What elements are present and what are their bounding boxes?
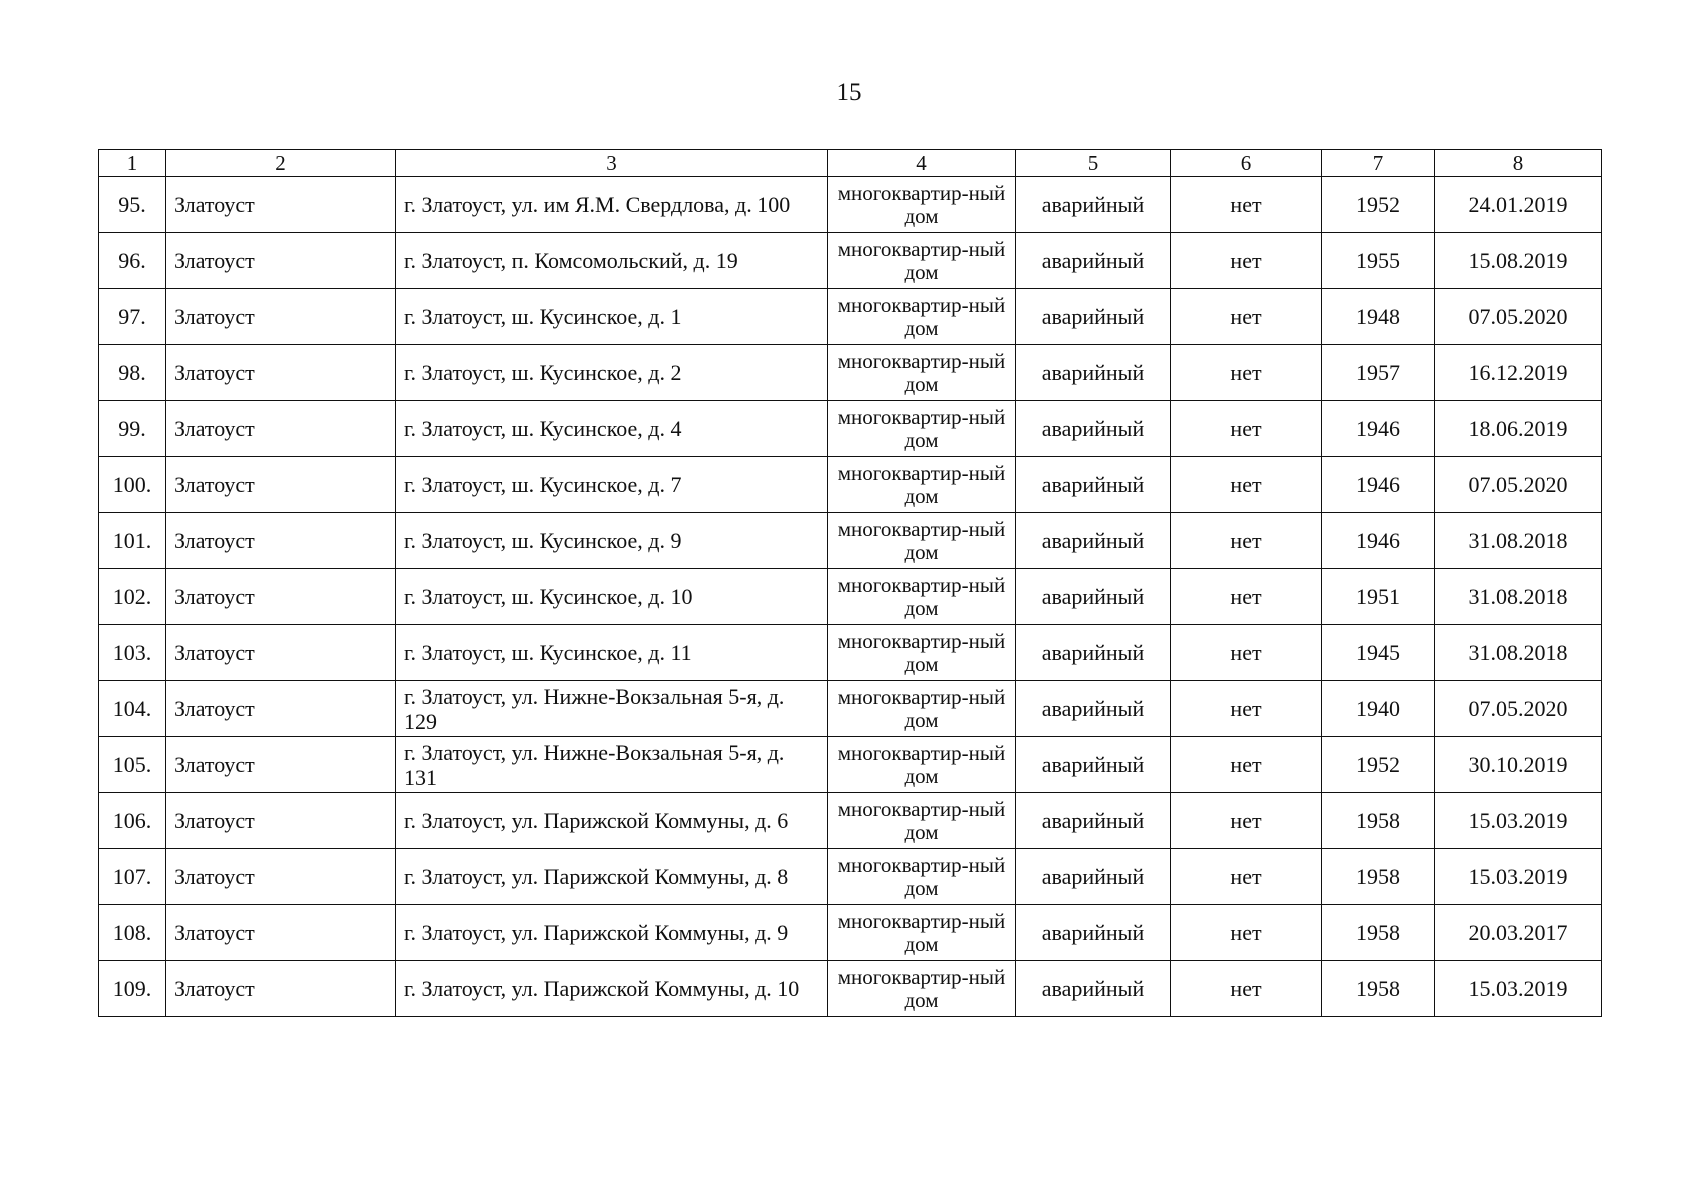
address-cell: г. Златоуст, ш. Кусинское, д. 2 (396, 345, 828, 401)
date-cell: 15.03.2019 (1435, 849, 1602, 905)
row-number: 106. (99, 793, 166, 849)
column-number-row (99, 150, 1602, 177)
date-cell: 30.10.2019 (1435, 737, 1602, 793)
city-cell: Златоуст (166, 961, 396, 1017)
condition-cell: аварийный (1016, 793, 1171, 849)
date-cell: 07.05.2020 (1435, 457, 1602, 513)
building-type-cell: многоквартир-ный дом (828, 737, 1016, 793)
city-cell: Златоуст (166, 737, 396, 793)
year-built-cell: 1958 (1322, 961, 1435, 1017)
date-cell: 07.05.2020 (1435, 681, 1602, 737)
building-type-cell: многоквартир-ный дом (828, 625, 1016, 681)
address-cell: г. Златоуст, ул. им Я.М. Свердлова, д. 100 (396, 177, 828, 233)
flag-cell: нет (1171, 513, 1322, 569)
row-number: 105. (99, 737, 166, 793)
building-type-cell: многоквартир-ный дом (828, 961, 1016, 1017)
building-type-cell: многоквартир-ный дом (828, 849, 1016, 905)
row-number: 103. (99, 625, 166, 681)
table-row (99, 625, 1602, 681)
table-row (99, 513, 1602, 569)
table-row (99, 681, 1602, 737)
address-cell: г. Златоуст, ул. Парижской Коммуны, д. 9 (396, 905, 828, 961)
year-built-cell: 1951 (1322, 569, 1435, 625)
row-number: 96. (99, 233, 166, 289)
page-number: 15 (836, 79, 862, 106)
condition-cell: аварийный (1016, 401, 1171, 457)
address-cell: г. Златоуст, ш. Кусинское, д. 9 (396, 513, 828, 569)
column-number: 5 (1016, 150, 1171, 177)
condition-cell: аварийный (1016, 849, 1171, 905)
address-cell: г. Златоуст, ул. Парижской Коммуны, д. 6 (396, 793, 828, 849)
address-cell: г. Златоуст, ш. Кусинское, д. 10 (396, 569, 828, 625)
building-type-cell: многоквартир-ный дом (828, 513, 1016, 569)
city-cell: Златоуст (166, 457, 396, 513)
flag-cell: нет (1171, 569, 1322, 625)
year-built-cell: 1952 (1322, 737, 1435, 793)
city-cell: Златоуст (166, 569, 396, 625)
date-cell: 07.05.2020 (1435, 289, 1602, 345)
table-row (99, 905, 1602, 961)
city-cell: Златоуст (166, 681, 396, 737)
flag-cell: нет (1171, 289, 1322, 345)
table-row (99, 849, 1602, 905)
condition-cell: аварийный (1016, 177, 1171, 233)
date-cell: 15.03.2019 (1435, 793, 1602, 849)
flag-cell: нет (1171, 905, 1322, 961)
city-cell: Златоуст (166, 793, 396, 849)
date-cell: 20.03.2017 (1435, 905, 1602, 961)
year-built-cell: 1946 (1322, 513, 1435, 569)
city-cell: Златоуст (166, 289, 396, 345)
city-cell: Златоуст (166, 177, 396, 233)
date-cell: 31.08.2018 (1435, 625, 1602, 681)
year-built-cell: 1955 (1322, 233, 1435, 289)
date-cell: 16.12.2019 (1435, 345, 1602, 401)
flag-cell: нет (1171, 961, 1322, 1017)
column-number: 2 (166, 150, 396, 177)
condition-cell: аварийный (1016, 625, 1171, 681)
city-cell: Златоуст (166, 905, 396, 961)
year-built-cell: 1948 (1322, 289, 1435, 345)
address-cell: г. Златоуст, ул. Парижской Коммуны, д. 8 (396, 849, 828, 905)
flag-cell: нет (1171, 345, 1322, 401)
building-type-cell: многоквартир-ный дом (828, 177, 1016, 233)
date-cell: 15.03.2019 (1435, 961, 1602, 1017)
address-cell: г. Златоуст, ул. Нижне-Вокзальная 5-я, д. 129 (396, 681, 828, 737)
table-body (99, 150, 1602, 1017)
table-row (99, 177, 1602, 233)
flag-cell: нет (1171, 793, 1322, 849)
address-cell: г. Златоуст, ул. Нижне-Вокзальная 5-я, д. 131 (396, 737, 828, 793)
table-row (99, 569, 1602, 625)
building-type-cell: многоквартир-ный дом (828, 457, 1016, 513)
city-cell: Златоуст (166, 513, 396, 569)
year-built-cell: 1958 (1322, 905, 1435, 961)
address-cell: г. Златоуст, ул. Парижской Коммуны, д. 10 (396, 961, 828, 1017)
condition-cell: аварийный (1016, 513, 1171, 569)
condition-cell: аварийный (1016, 961, 1171, 1017)
flag-cell: нет (1171, 681, 1322, 737)
building-type-cell: многоквартир-ный дом (828, 681, 1016, 737)
year-built-cell: 1952 (1322, 177, 1435, 233)
condition-cell: аварийный (1016, 233, 1171, 289)
flag-cell: нет (1171, 233, 1322, 289)
housing-register-table (98, 149, 1602, 1017)
condition-cell: аварийный (1016, 681, 1171, 737)
row-number: 109. (99, 961, 166, 1017)
row-number: 99. (99, 401, 166, 457)
flag-cell: нет (1171, 457, 1322, 513)
building-type-cell: многоквартир-ный дом (828, 905, 1016, 961)
city-cell: Златоуст (166, 233, 396, 289)
column-number: 1 (99, 150, 166, 177)
date-cell: 18.06.2019 (1435, 401, 1602, 457)
year-built-cell: 1946 (1322, 401, 1435, 457)
row-number: 101. (99, 513, 166, 569)
table-row (99, 457, 1602, 513)
date-cell: 15.08.2019 (1435, 233, 1602, 289)
building-type-cell: многоквартир-ный дом (828, 569, 1016, 625)
condition-cell: аварийный (1016, 345, 1171, 401)
year-built-cell: 1957 (1322, 345, 1435, 401)
column-number: 4 (828, 150, 1016, 177)
condition-cell: аварийный (1016, 737, 1171, 793)
building-type-cell: многоквартир-ный дом (828, 793, 1016, 849)
year-built-cell: 1958 (1322, 849, 1435, 905)
table-row (99, 737, 1602, 793)
row-number: 100. (99, 457, 166, 513)
column-number: 3 (396, 150, 828, 177)
address-cell: г. Златоуст, ш. Кусинское, д. 1 (396, 289, 828, 345)
table-row (99, 233, 1602, 289)
building-type-cell: многоквартир-ный дом (828, 345, 1016, 401)
table-row (99, 289, 1602, 345)
building-type-cell: многоквартир-ный дом (828, 289, 1016, 345)
table-row (99, 793, 1602, 849)
flag-cell: нет (1171, 737, 1322, 793)
year-built-cell: 1958 (1322, 793, 1435, 849)
address-cell: г. Златоуст, ш. Кусинское, д. 11 (396, 625, 828, 681)
row-number: 98. (99, 345, 166, 401)
condition-cell: аварийный (1016, 457, 1171, 513)
table-row (99, 401, 1602, 457)
year-built-cell: 1946 (1322, 457, 1435, 513)
row-number: 97. (99, 289, 166, 345)
building-type-cell: многоквартир-ный дом (828, 401, 1016, 457)
condition-cell: аварийный (1016, 569, 1171, 625)
column-number: 7 (1322, 150, 1435, 177)
city-cell: Златоуст (166, 401, 396, 457)
building-type-cell: многоквартир-ный дом (828, 233, 1016, 289)
column-number: 8 (1435, 150, 1602, 177)
row-number: 108. (99, 905, 166, 961)
address-cell: г. Златоуст, п. Комсомольский, д. 19 (396, 233, 828, 289)
row-number: 102. (99, 569, 166, 625)
date-cell: 31.08.2018 (1435, 513, 1602, 569)
condition-cell: аварийный (1016, 905, 1171, 961)
flag-cell: нет (1171, 625, 1322, 681)
address-cell: г. Златоуст, ш. Кусинское, д. 4 (396, 401, 828, 457)
flag-cell: нет (1171, 849, 1322, 905)
table-row (99, 961, 1602, 1017)
table-row (99, 345, 1602, 401)
year-built-cell: 1945 (1322, 625, 1435, 681)
address-cell: г. Златоуст, ш. Кусинское, д. 7 (396, 457, 828, 513)
city-cell: Златоуст (166, 625, 396, 681)
row-number: 95. (99, 177, 166, 233)
condition-cell: аварийный (1016, 289, 1171, 345)
row-number: 104. (99, 681, 166, 737)
date-cell: 24.01.2019 (1435, 177, 1602, 233)
city-cell: Златоуст (166, 345, 396, 401)
column-number: 6 (1171, 150, 1322, 177)
flag-cell: нет (1171, 401, 1322, 457)
year-built-cell: 1940 (1322, 681, 1435, 737)
date-cell: 31.08.2018 (1435, 569, 1602, 625)
row-number: 107. (99, 849, 166, 905)
flag-cell: нет (1171, 177, 1322, 233)
city-cell: Златоуст (166, 849, 396, 905)
